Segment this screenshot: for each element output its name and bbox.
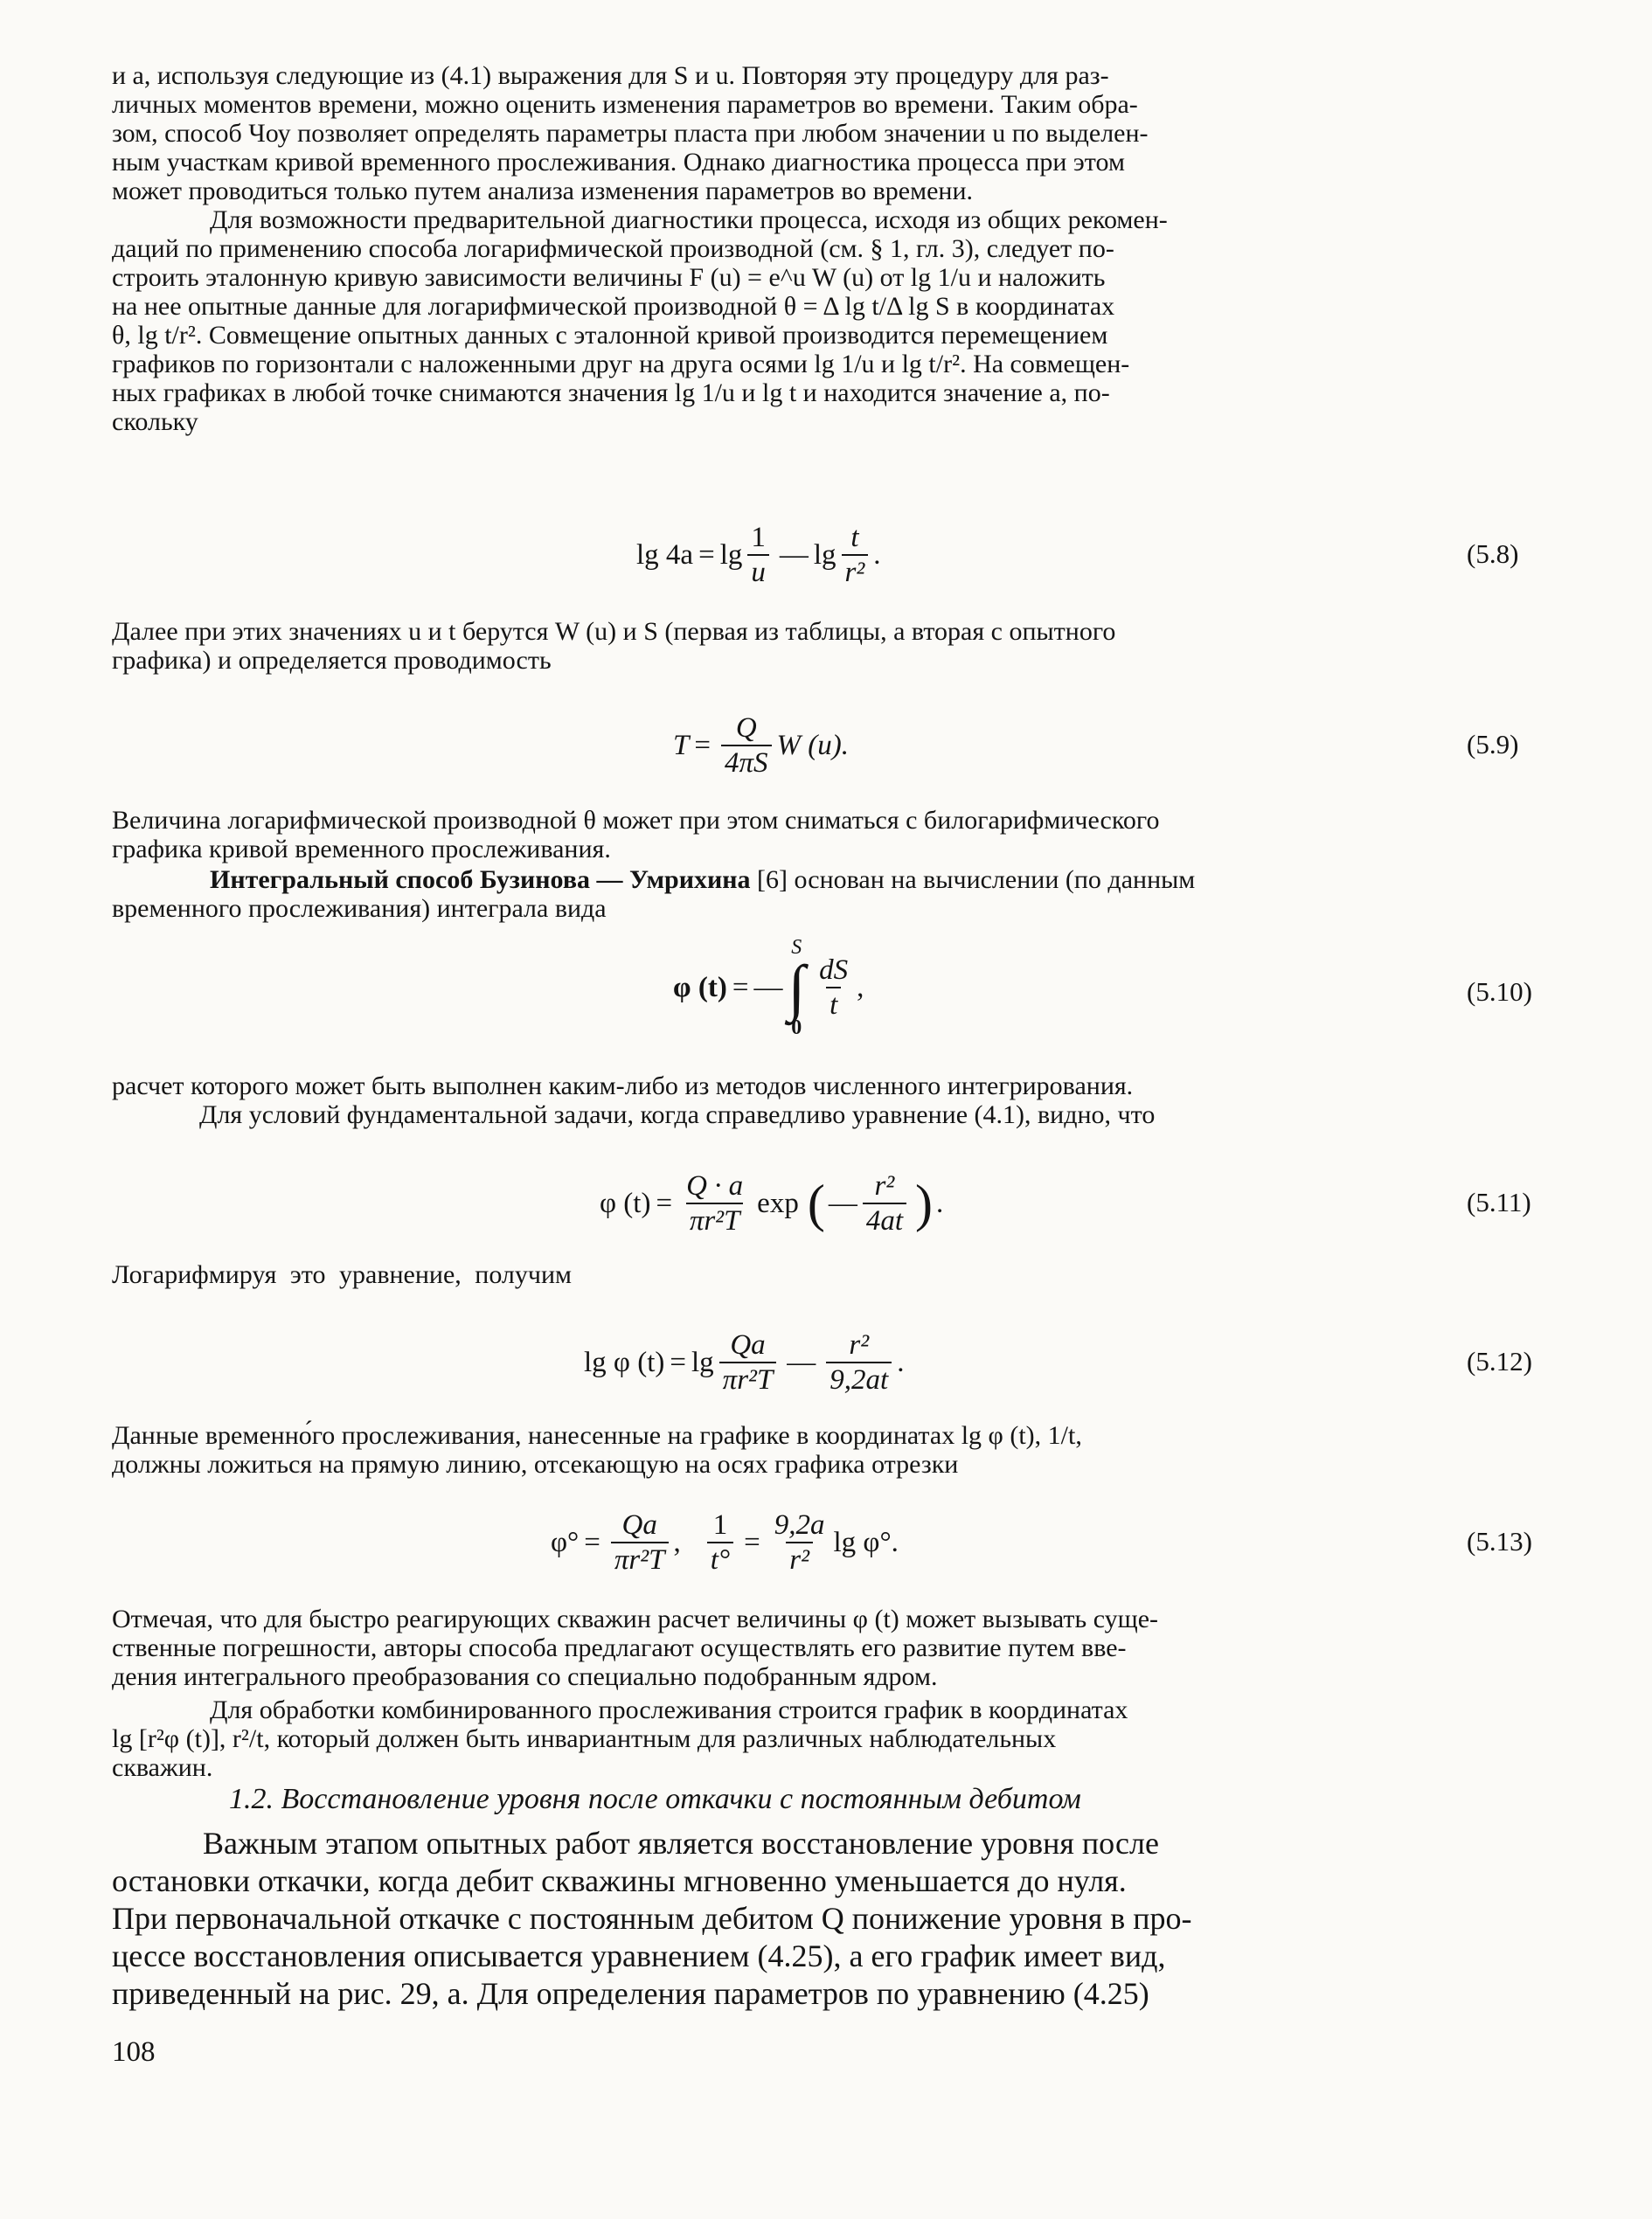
period: . <box>873 538 881 571</box>
text-line: дения интегрального преобразования со специально подобранным ядром. <box>112 1662 938 1691</box>
exp-function: exp <box>757 1187 799 1219</box>
text-line: зом, способ Чоу позволяет определять параметры пласта при любом значении u по выделен- <box>112 119 1149 148</box>
equation-5-12 <box>584 1306 904 1419</box>
equation-5-13 <box>551 1486 899 1599</box>
text-line: lg [r²φ (t)], r²/t, который должен быть инвариантным для различных наблюдательных <box>112 1724 1057 1753</box>
period: . <box>897 1346 905 1378</box>
paragraph-2 <box>112 205 1535 436</box>
text-line: на нее опытные данные для логарифмической производной θ = Δ lg t/Δ lg S в координатах <box>112 292 1115 321</box>
text-line: графика) и определяется проводимость <box>112 646 552 675</box>
eq-rhs: lg φ°. <box>833 1526 899 1558</box>
text-line: приведенный на рис. 29, a. Для определения параметров по уравнению (4.25) <box>112 1976 1149 2011</box>
eq-lhs: lg φ (t) <box>584 1346 665 1378</box>
denominator: πr²T <box>686 1203 744 1238</box>
paragraph-5 <box>112 865 1535 923</box>
denominator: u <box>747 554 769 589</box>
denominator: 4πS <box>721 745 772 780</box>
paragraph-3 <box>112 617 1535 675</box>
fraction <box>611 1508 669 1577</box>
equation-5-10 <box>673 918 864 1057</box>
section-heading: 1.2. Восстановление уровня после откачки с постоянным дебитом <box>229 1783 1081 1815</box>
integral-sign <box>788 935 805 1040</box>
numerator: Qa <box>621 1509 657 1541</box>
text-line: цессе восстановления описывается уравнением (4.25), а его график имеет вид, <box>112 1938 1166 1973</box>
text-line: должны ложиться на прямую линию, отсекающую на осях графика отрезки <box>112 1450 959 1479</box>
section-body <box>112 1825 1535 2013</box>
numerator: r² <box>874 1170 895 1202</box>
numerator: dS <box>819 954 849 986</box>
comma: , <box>857 971 864 1003</box>
text-line: временного прослеживания) интеграла вида <box>112 894 607 923</box>
text-line: Величина логарифмической производной θ может при этом сниматься с билогарифмического <box>112 806 1160 835</box>
text-line: остановки откачки, когда дебит скважины мгновенно уменьшается до нуля. <box>112 1863 1127 1898</box>
eq-lg: lg <box>691 1346 714 1378</box>
numerator: Qa <box>730 1329 766 1361</box>
equation-number: (5.12) <box>1467 1346 1532 1376</box>
paragraph-9 <box>112 1605 1535 1691</box>
text-line: скважин. <box>112 1753 213 1782</box>
text-line: Данные временно́го прослеживания, нанесенные на графике в координатах lg φ (t), 1/t, <box>112 1421 1082 1450</box>
paragraph-10 <box>112 1695 1535 1782</box>
text-line: скольку <box>112 407 198 436</box>
text-line: и a, используя следующие из (4.1) выражения для S и u. Повторяя эту процедуру для раз- <box>112 61 1109 90</box>
equation-number: (5.10) <box>1467 976 1532 1007</box>
text-line: Далее при этих значениях u и t берутся W (u) и S (первая из таблицы, а вторая с опытного <box>112 617 1116 646</box>
eq-lhs: φ (t) <box>600 1187 651 1219</box>
denominator: r² <box>786 1542 813 1577</box>
paragraph-6 <box>112 1071 1535 1129</box>
period: . <box>935 1187 944 1219</box>
text-line: графиков по горизонтали с наложенными друг на друга осями lg 1/u и lg t/r². На совмещен- <box>112 350 1130 378</box>
text-fragment: [6] основан на вычислении (по данным <box>750 865 1196 894</box>
equation-number: (5.9) <box>1467 729 1519 759</box>
numerator: 1 <box>751 522 766 553</box>
eq-lhs: T <box>673 729 690 761</box>
fraction <box>683 1169 746 1238</box>
minus-sign: — <box>753 971 783 1003</box>
equation-5-8 <box>636 498 881 612</box>
denominator: t <box>826 987 841 1022</box>
text-line: ных графиках в любой точке снимаются значения lg 1/u и lg t и находится значение a, по- <box>112 378 1110 407</box>
open-paren: ( <box>807 1175 825 1232</box>
equation-number: (5.8) <box>1467 538 1519 569</box>
integral-glyph: ∫ <box>788 953 806 1023</box>
text-line: ственные погрешности, авторы способа предлагают осуществлять его развитие путем вве- <box>112 1633 1127 1662</box>
fraction <box>771 1508 829 1577</box>
denominator: 9,2at <box>826 1362 892 1397</box>
text-line: может проводиться только путем анализа изменения параметров во времени. <box>112 177 974 205</box>
equation-5-9 <box>673 689 849 802</box>
close-paren: ) <box>914 1175 933 1232</box>
fraction <box>842 521 869 589</box>
text-line: Для возможности предварительной диагностики процесса, исходя из общих рекомен- <box>210 205 1168 234</box>
text-line: При первоначальной откачке с постоянным дебитом Q понижение уровня в про- <box>112 1901 1192 1936</box>
eq-lg: lg <box>719 538 743 571</box>
fraction <box>816 953 851 1022</box>
text-line: личных моментов времени, можно оценить изменения параметров во времени. Таким обра- <box>112 90 1138 119</box>
equation-number: (5.13) <box>1467 1526 1532 1557</box>
numerator: Q · a <box>686 1170 744 1202</box>
fraction <box>707 1508 733 1577</box>
equals-sign: = <box>732 971 749 1003</box>
numerator: Q <box>735 712 757 744</box>
eq-lg: lg <box>813 538 836 571</box>
text-line: даций по применению способа логарифмической производной (см. § 1, гл. 3), следует по- <box>112 234 1114 263</box>
text-line <box>112 865 1535 894</box>
eq-rhs: W (u). <box>776 729 849 761</box>
text-line: графика кривой временного прослеживания. <box>112 835 611 863</box>
page-number: 108 <box>112 2036 156 2068</box>
equals-sign: = <box>584 1526 600 1558</box>
denominator: 4at <box>863 1203 906 1238</box>
upper-limit: S <box>791 936 802 959</box>
paragraph-7 <box>112 1260 1535 1289</box>
numerator: t <box>850 522 859 553</box>
fraction <box>747 521 769 589</box>
equals-sign: = <box>694 729 711 761</box>
eq-lhs: φ (t) <box>673 971 727 1003</box>
paragraph-8 <box>112 1421 1535 1479</box>
minus-sign: — <box>779 538 809 571</box>
fraction <box>719 1328 777 1397</box>
text-line: ным участкам кривой временного прослеживания. Однако диагностика процесса при этом <box>112 148 1125 177</box>
equation-number: (5.11) <box>1467 1187 1531 1217</box>
eq-lhs: lg 4a <box>636 538 694 571</box>
fraction <box>721 711 772 780</box>
fraction <box>826 1328 892 1397</box>
text-line: строить эталонную кривую зависимости величины F (u) = e^u W (u) от lg 1/u и наложить <box>112 263 1106 292</box>
paragraph-1 <box>112 61 1535 205</box>
text-line: Отмечая, что для быстро реагирующих скважин расчет величины φ (t) может вызывать суще- <box>112 1605 1159 1633</box>
method-name: Интегральный способ Бузинова — Умрихина <box>210 865 751 894</box>
numerator: 9,2a <box>774 1509 825 1541</box>
numerator: r² <box>849 1329 870 1361</box>
denominator: πr²T <box>719 1362 777 1397</box>
eq-lhs: φ° <box>551 1526 580 1558</box>
text-line: расчет которого может быть выполнен каким-либо из методов численного интегрирования. <box>112 1071 1134 1100</box>
text-line: Для условий фундаментальной задачи, когда справедливо уравнение (4.1), видно, что <box>199 1100 1156 1129</box>
minus-sign: — <box>828 1187 857 1219</box>
paragraph-4 <box>112 806 1535 863</box>
equation-5-11 <box>600 1147 943 1260</box>
equals-sign: = <box>744 1526 760 1558</box>
numerator: 1 <box>712 1509 728 1541</box>
equals-sign: = <box>670 1346 686 1378</box>
equals-sign: = <box>698 538 715 571</box>
denominator: r² <box>842 554 869 589</box>
text-line: Для обработки комбинированного прослеживания строится график в координатах <box>210 1695 1128 1724</box>
equals-sign: = <box>656 1187 673 1219</box>
minus-sign: — <box>787 1346 816 1378</box>
text-line: Важным этапом опытных работ является восстановление уровня после <box>203 1826 1159 1861</box>
text-line: Логарифмируя это уравнение, получим <box>112 1260 573 1289</box>
text-line: θ, lg t/r². Совмещение опытных данных с эталонной кривой производится перемещением <box>112 321 1108 350</box>
lower-limit: 0 <box>791 1016 802 1039</box>
fraction <box>863 1169 906 1238</box>
comma: , <box>673 1526 681 1558</box>
denominator: t° <box>707 1542 733 1577</box>
denominator: πr²T <box>611 1542 669 1577</box>
